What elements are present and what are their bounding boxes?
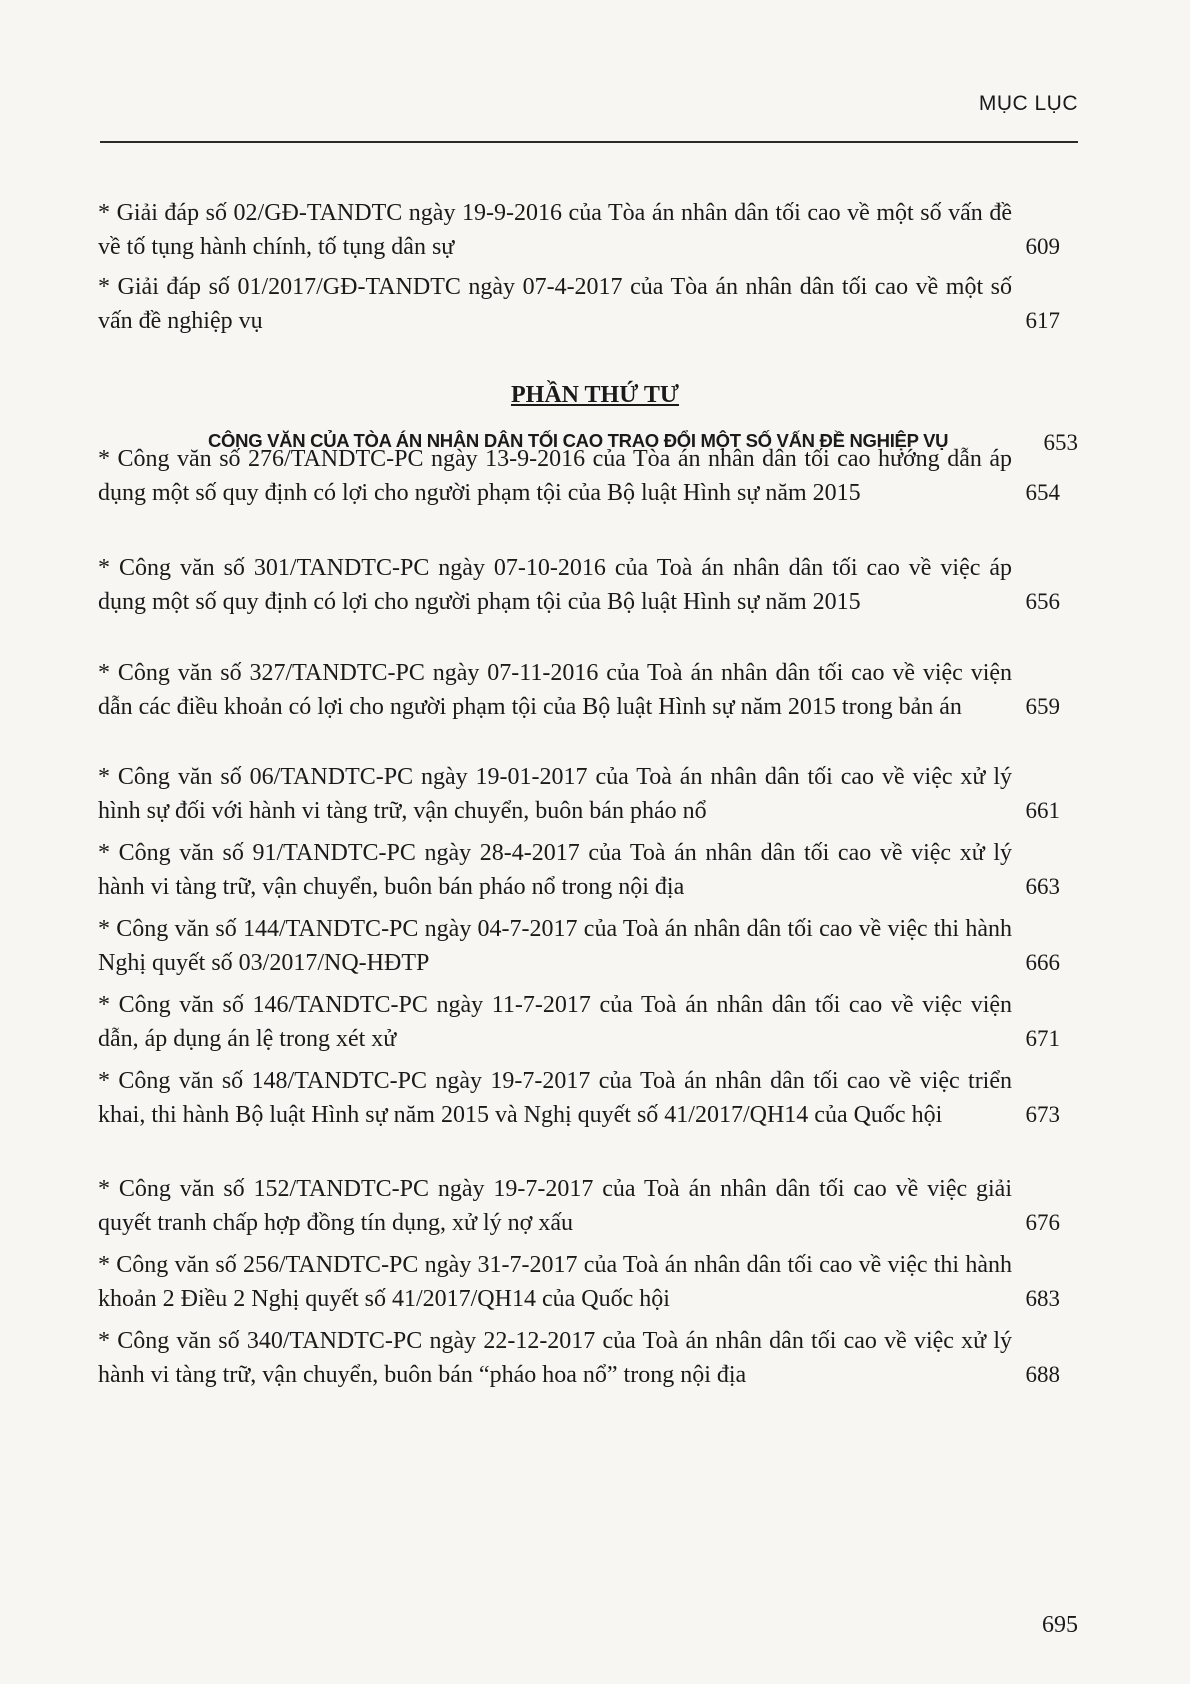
toc-entry-text: * Công văn số 06/TANDTC-PC ngày 19-01-2017 của Toà án nhân dân tối cao về việc xử lý hình sự đối với hành vi tàng trữ, vận chuyển, buôn bán pháo nổ <box>98 760 1012 828</box>
toc-entry-text: * Công văn số 256/TANDTC-PC ngày 31-7-2017 của Toà án nhân dân tối cao về việc thi hành khoản 2 Điều 2 Nghị quyết số 41/2017/QH14 của Quốc hội <box>98 1248 1012 1316</box>
toc-entry-page: 663 <box>1025 874 1060 899</box>
toc-entry-page: 654 <box>1025 480 1060 505</box>
toc-entry <box>98 1248 1060 1316</box>
part-title: PHẦN THỨ TƯ <box>510 382 679 408</box>
toc-entry-page: 609 <box>1025 234 1060 259</box>
toc-entry <box>98 442 1060 510</box>
toc-entry <box>98 912 1060 980</box>
toc-entry-text: * Công văn số 276/TANDTC-PC ngày 13-9-2016 của Tòa án nhân dân tối cao hướng dẫn áp dụng một số quy định có lợi cho người phạm tội của Bộ luật Hình sự năm 2015 <box>98 442 1012 510</box>
toc-entry-page: 676 <box>1025 1210 1060 1235</box>
toc-entry-text: * Công văn số 152/TANDTC-PC ngày 19-7-2017 của Toà án nhân dân tối cao về việc giải quyết tranh chấp hợp đồng tín dụng, xử lý nợ xấu <box>98 1172 1012 1240</box>
toc-entry <box>98 988 1060 1056</box>
header-rule <box>100 141 1078 143</box>
section-page: 653 <box>1043 430 1078 455</box>
toc-entry <box>98 760 1060 828</box>
toc-entry-text: * Giải đáp số 01/2017/GĐ-TANDTC ngày 07-4-2017 của Tòa án nhân dân tối cao về một số vấn đề nghiệp vụ <box>98 270 1012 338</box>
page-header-title: MỤC LỤC <box>978 92 1078 115</box>
toc-entry-page: 688 <box>1025 1362 1060 1387</box>
toc-entry <box>98 656 1060 724</box>
toc-entry <box>98 1172 1060 1240</box>
toc-entry <box>98 196 1060 264</box>
toc-entry-text: * Công văn số 91/TANDTC-PC ngày 28-4-2017 của Toà án nhân dân tối cao về việc xử lý hành vi tàng trữ, vận chuyển, buôn bán pháo nổ trong nội địa <box>98 836 1012 904</box>
toc-entry <box>98 551 1060 619</box>
toc-entry-page: 659 <box>1025 694 1060 719</box>
section-title: CÔNG VĂN CỦA TÒA ÁN NHÂN DÂN TỐI CAO TRAO ĐỔI MỘT SỐ VẤN ĐỀ NGHIỆP VỤ <box>208 430 949 451</box>
toc-entry-page: 671 <box>1025 1026 1060 1051</box>
toc-entry-page: 683 <box>1025 1286 1060 1311</box>
toc-entry-text: * Công văn số 301/TANDTC-PC ngày 07-10-2016 của Toà án nhân dân tối cao về việc áp dụng một số quy định có lợi cho người phạm tội của Bộ luật Hình sự năm 2015 <box>98 551 1012 619</box>
toc-entry-text: * Giải đáp số 02/GĐ-TANDTC ngày 19-9-2016 của Tòa án nhân dân tối cao về một số vấn đề về tố tụng hành chính, tố tụng dân sự <box>98 196 1012 264</box>
toc-entry-page: 673 <box>1025 1102 1060 1127</box>
toc-entry-page: 661 <box>1025 798 1060 823</box>
toc-entry-page: 666 <box>1025 950 1060 975</box>
toc-entry <box>98 270 1060 338</box>
toc-entry <box>98 836 1060 904</box>
toc-entry-text: * Công văn số 144/TANDTC-PC ngày 04-7-2017 của Toà án nhân dân tối cao về việc thi hành Nghị quyết số 03/2017/NQ-HĐTP <box>98 912 1012 980</box>
toc-entry-text: * Công văn số 340/TANDTC-PC ngày 22-12-2017 của Toà án nhân dân tối cao về việc xử lý hành vi tàng trữ, vận chuyển, buôn bán “pháo hoa nổ” trong nội địa <box>98 1324 1012 1392</box>
toc-entry-page: 617 <box>1025 308 1060 333</box>
toc-entry-page: 656 <box>1025 589 1060 614</box>
page-number: 695 <box>1042 1612 1078 1638</box>
toc-entry-text: * Công văn số 148/TANDTC-PC ngày 19-7-2017 của Toà án nhân dân tối cao về việc triển khai, thi hành Bộ luật Hình sự năm 2015 và Nghị quyết số 41/2017/QH14 của Quốc hội <box>98 1064 1012 1132</box>
toc-entry <box>98 1064 1060 1132</box>
toc-entry <box>98 1324 1060 1392</box>
toc-entry-text: * Công văn số 327/TANDTC-PC ngày 07-11-2016 của Toà án nhân dân tối cao về việc viện dẫn các điều khoản có lợi cho người phạm tội của Bộ luật Hình sự năm 2015 trong bản án <box>98 656 1012 724</box>
toc-entry-text: * Công văn số 146/TANDTC-PC ngày 11-7-2017 của Toà án nhân dân tối cao về việc viện dẫn, áp dụng án lệ trong xét xử <box>98 988 1012 1056</box>
